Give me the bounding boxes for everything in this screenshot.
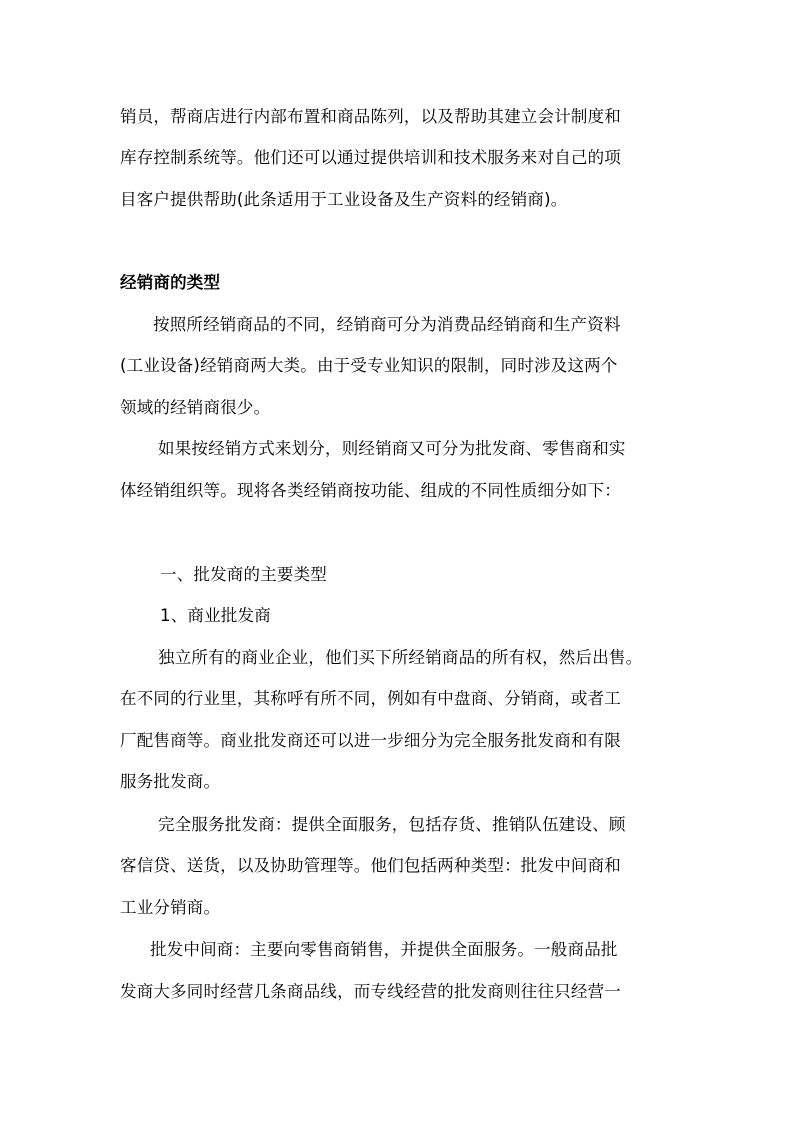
paragraph-line: 在不同的行业里，其称呼有所不同，例如有中盘商、分销商，或者工 xyxy=(120,689,621,708)
paragraph-line: (工业设备)经销商两大类。由于受专业知识的限制，同时涉及这两个 xyxy=(120,356,618,375)
section-heading: 经销商的类型 xyxy=(120,273,221,292)
paragraph-line: 客信贷、送货，以及协助管理等。他们包括两种类型：批发中间商和 xyxy=(120,856,621,875)
paragraph-line: 按照所经销商品的不同，经销商可分为消费品经销商和生产资料 xyxy=(153,315,621,334)
subsection-title: 1、商业批发商 xyxy=(160,606,271,625)
section-title: 一、批发商的主要类型 xyxy=(160,565,327,584)
paragraph-line: 厂配售商等。商业批发商还可以进一步细分为完全服务批发商和有限 xyxy=(120,731,621,750)
paragraph-line: 如果按经销方式来划分，则经销商又可分为批发商、零售商和实 xyxy=(158,439,626,458)
paragraph-line: 服务批发商。 xyxy=(120,772,221,791)
paragraph-line: 工业分销商。 xyxy=(120,898,221,917)
paragraph-line: 目客户提供帮助(此条适用于工业设备及生产资料的经销商)。 xyxy=(120,190,568,209)
paragraph-line: 领域的经销商很少。 xyxy=(120,398,271,417)
paragraph-line: 独立所有的商业企业，他们买下所经销商品的所有权，然后出售。 xyxy=(158,648,643,667)
paragraph-line: 批发中间商：主要向零售商销售，并提供全面服务。一般商品批 xyxy=(150,940,618,959)
paragraph-line: 体经销组织等。现将各类经销商按功能、组成的不同性质细分如下： xyxy=(120,481,621,500)
paragraph-line: 库存控制系统等。他们还可以通过提供培训和技术服务来对自己的项 xyxy=(120,148,621,167)
paragraph-line: 完全服务批发商：提供全面服务，包括存货、推销队伍建设、顾 xyxy=(158,815,626,834)
paragraph-line: 销员，帮商店进行内部布置和商品陈列，以及帮助其建立会计制度和 xyxy=(120,107,621,126)
paragraph-line: 发商大多同时经营几条商品线，而专线经营的批发商则往往只经营一 xyxy=(120,982,621,1001)
